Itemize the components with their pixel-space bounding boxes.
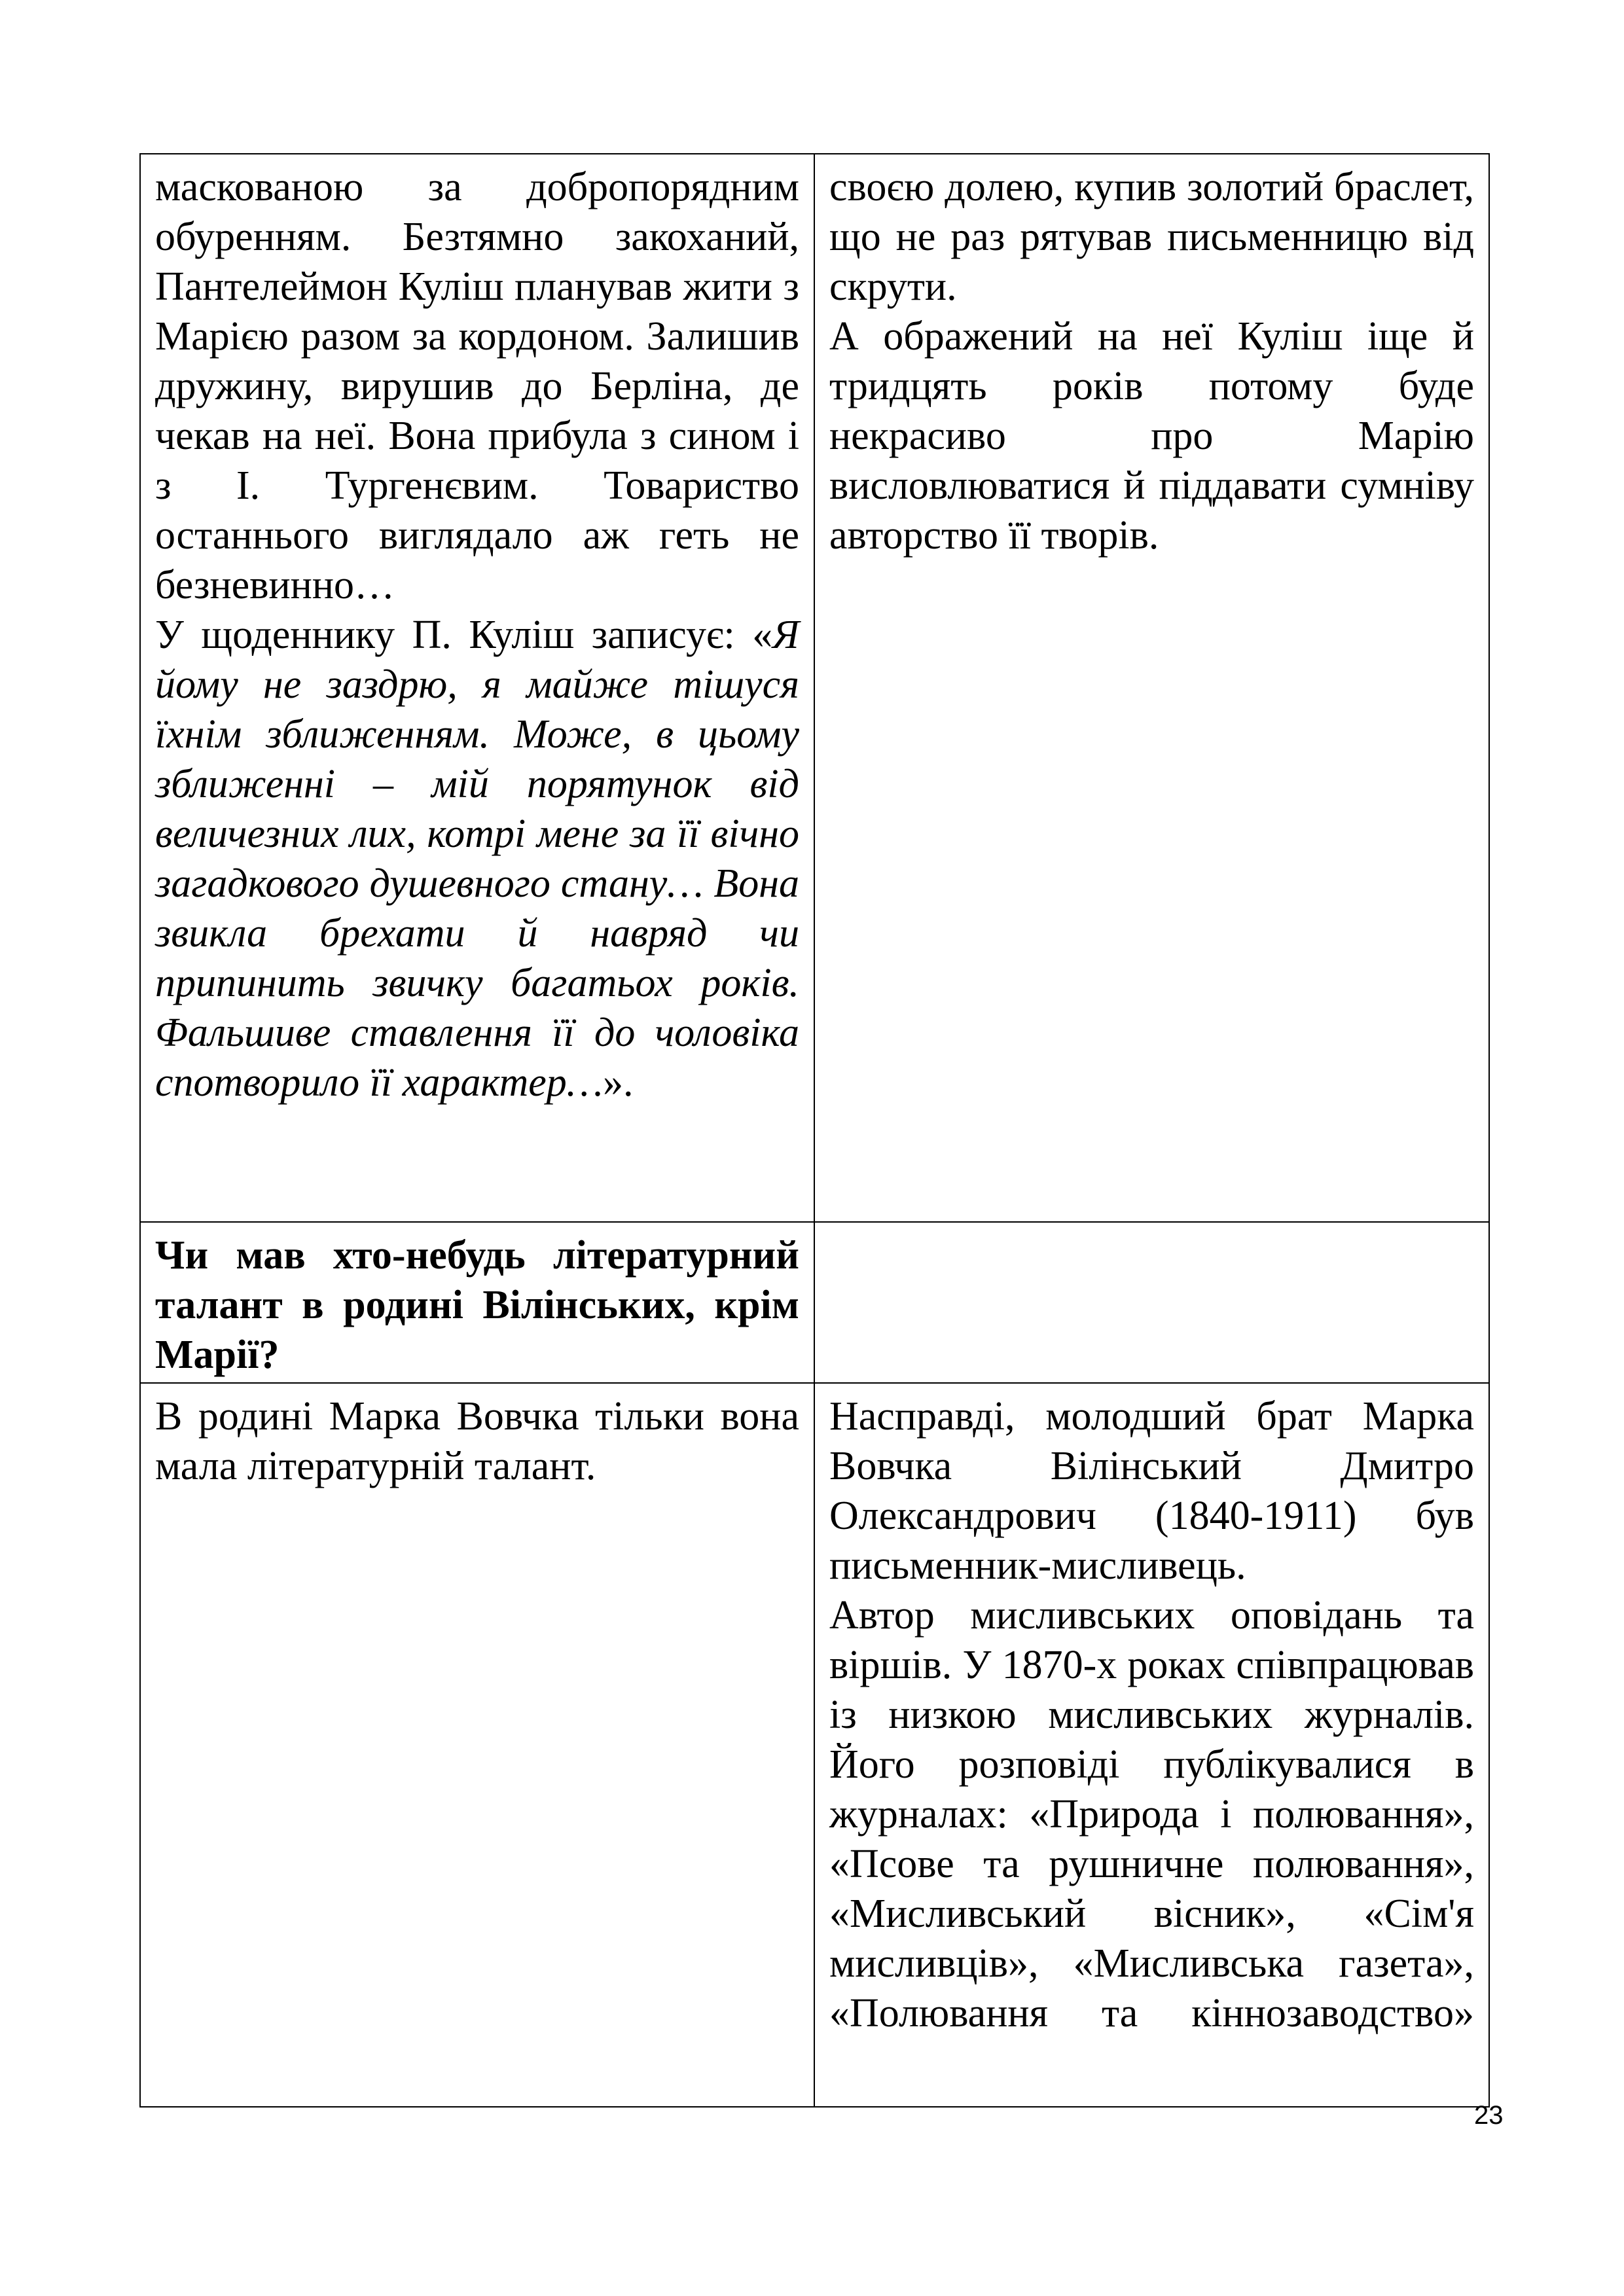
brother-paragraph: Насправді, молодший брат Марка Вовчка Вілінський Дмитро Олександрович (1840-1911) був письменник-мисливець. bbox=[829, 1394, 1474, 1588]
table-cell-left bbox=[140, 154, 814, 1222]
table-row bbox=[140, 154, 1489, 1222]
table-row bbox=[140, 1383, 1489, 2107]
table-cell-right bbox=[814, 154, 1489, 1222]
table-row bbox=[140, 1222, 1489, 1383]
diary-close: ». bbox=[602, 1060, 634, 1105]
table-cell-right-empty bbox=[814, 1222, 1489, 1383]
bracelet-paragraph: своєю долею, купив золотий браслет, що не раз рятував письменницю від скрути. bbox=[829, 165, 1474, 309]
journals-paragraph: Автор мисливських оповідань та віршів. У 1870-х роках співпрацював із низкою мисливських журналів. Його розповіді публікувалися в журналах: «Природа і полювання», «Псове та рушничне полювання», «Мисливський вісник», «Сім'я мисливців», «Мисливська газета», «Полювання та кіннозаводство» bbox=[829, 1593, 1474, 2036]
kulish-paragraph: А ображений на неї Куліш іще й тридцять років потому буде некрасиво про Марію висловлюватися й піддавати сумніву авторство її творів. bbox=[829, 314, 1474, 558]
diary-quote: Я йому не заздрю, я майже тішуся їхнім зближенням. Може, в цьому зближенні – мій порятунок від величезних лих, котрі мене за її вічно загадкового душевного стану… Вона звикла брехати й навряд чи припинить звичку багатьох років. Фальшиве ставлення її до чоловіка спотворило її характер… bbox=[155, 613, 799, 1105]
story-paragraph: маскованою за добропорядним обуренням. Безтямно закоханий, Пантелеймон Куліш планував жити з Марією разом за кордоном. Залишив дружину, вирушив до Берліна, де чекав на неї. Вона прибула з сином і з І. Тургенєвим. Товариство останнього виглядало аж геть не безневинно… bbox=[155, 165, 799, 607]
table-cell-right bbox=[814, 1383, 1489, 2107]
diary-paragraph bbox=[155, 610, 799, 1107]
question-text: Чи мав хто-небудь літературний талант в родині Вілінських, крім Марії? bbox=[155, 1233, 799, 1377]
myth-answer: В родині Марка Вовчка тільки вона мала літературній талант. bbox=[155, 1394, 799, 1488]
page-number: 23 bbox=[1474, 2101, 1504, 2130]
comparison-table bbox=[139, 153, 1490, 2108]
table-cell-left bbox=[140, 1222, 814, 1383]
table-cell-left bbox=[140, 1383, 814, 2107]
diary-lead: У щоденнику П. Куліш записує: « bbox=[155, 613, 773, 657]
